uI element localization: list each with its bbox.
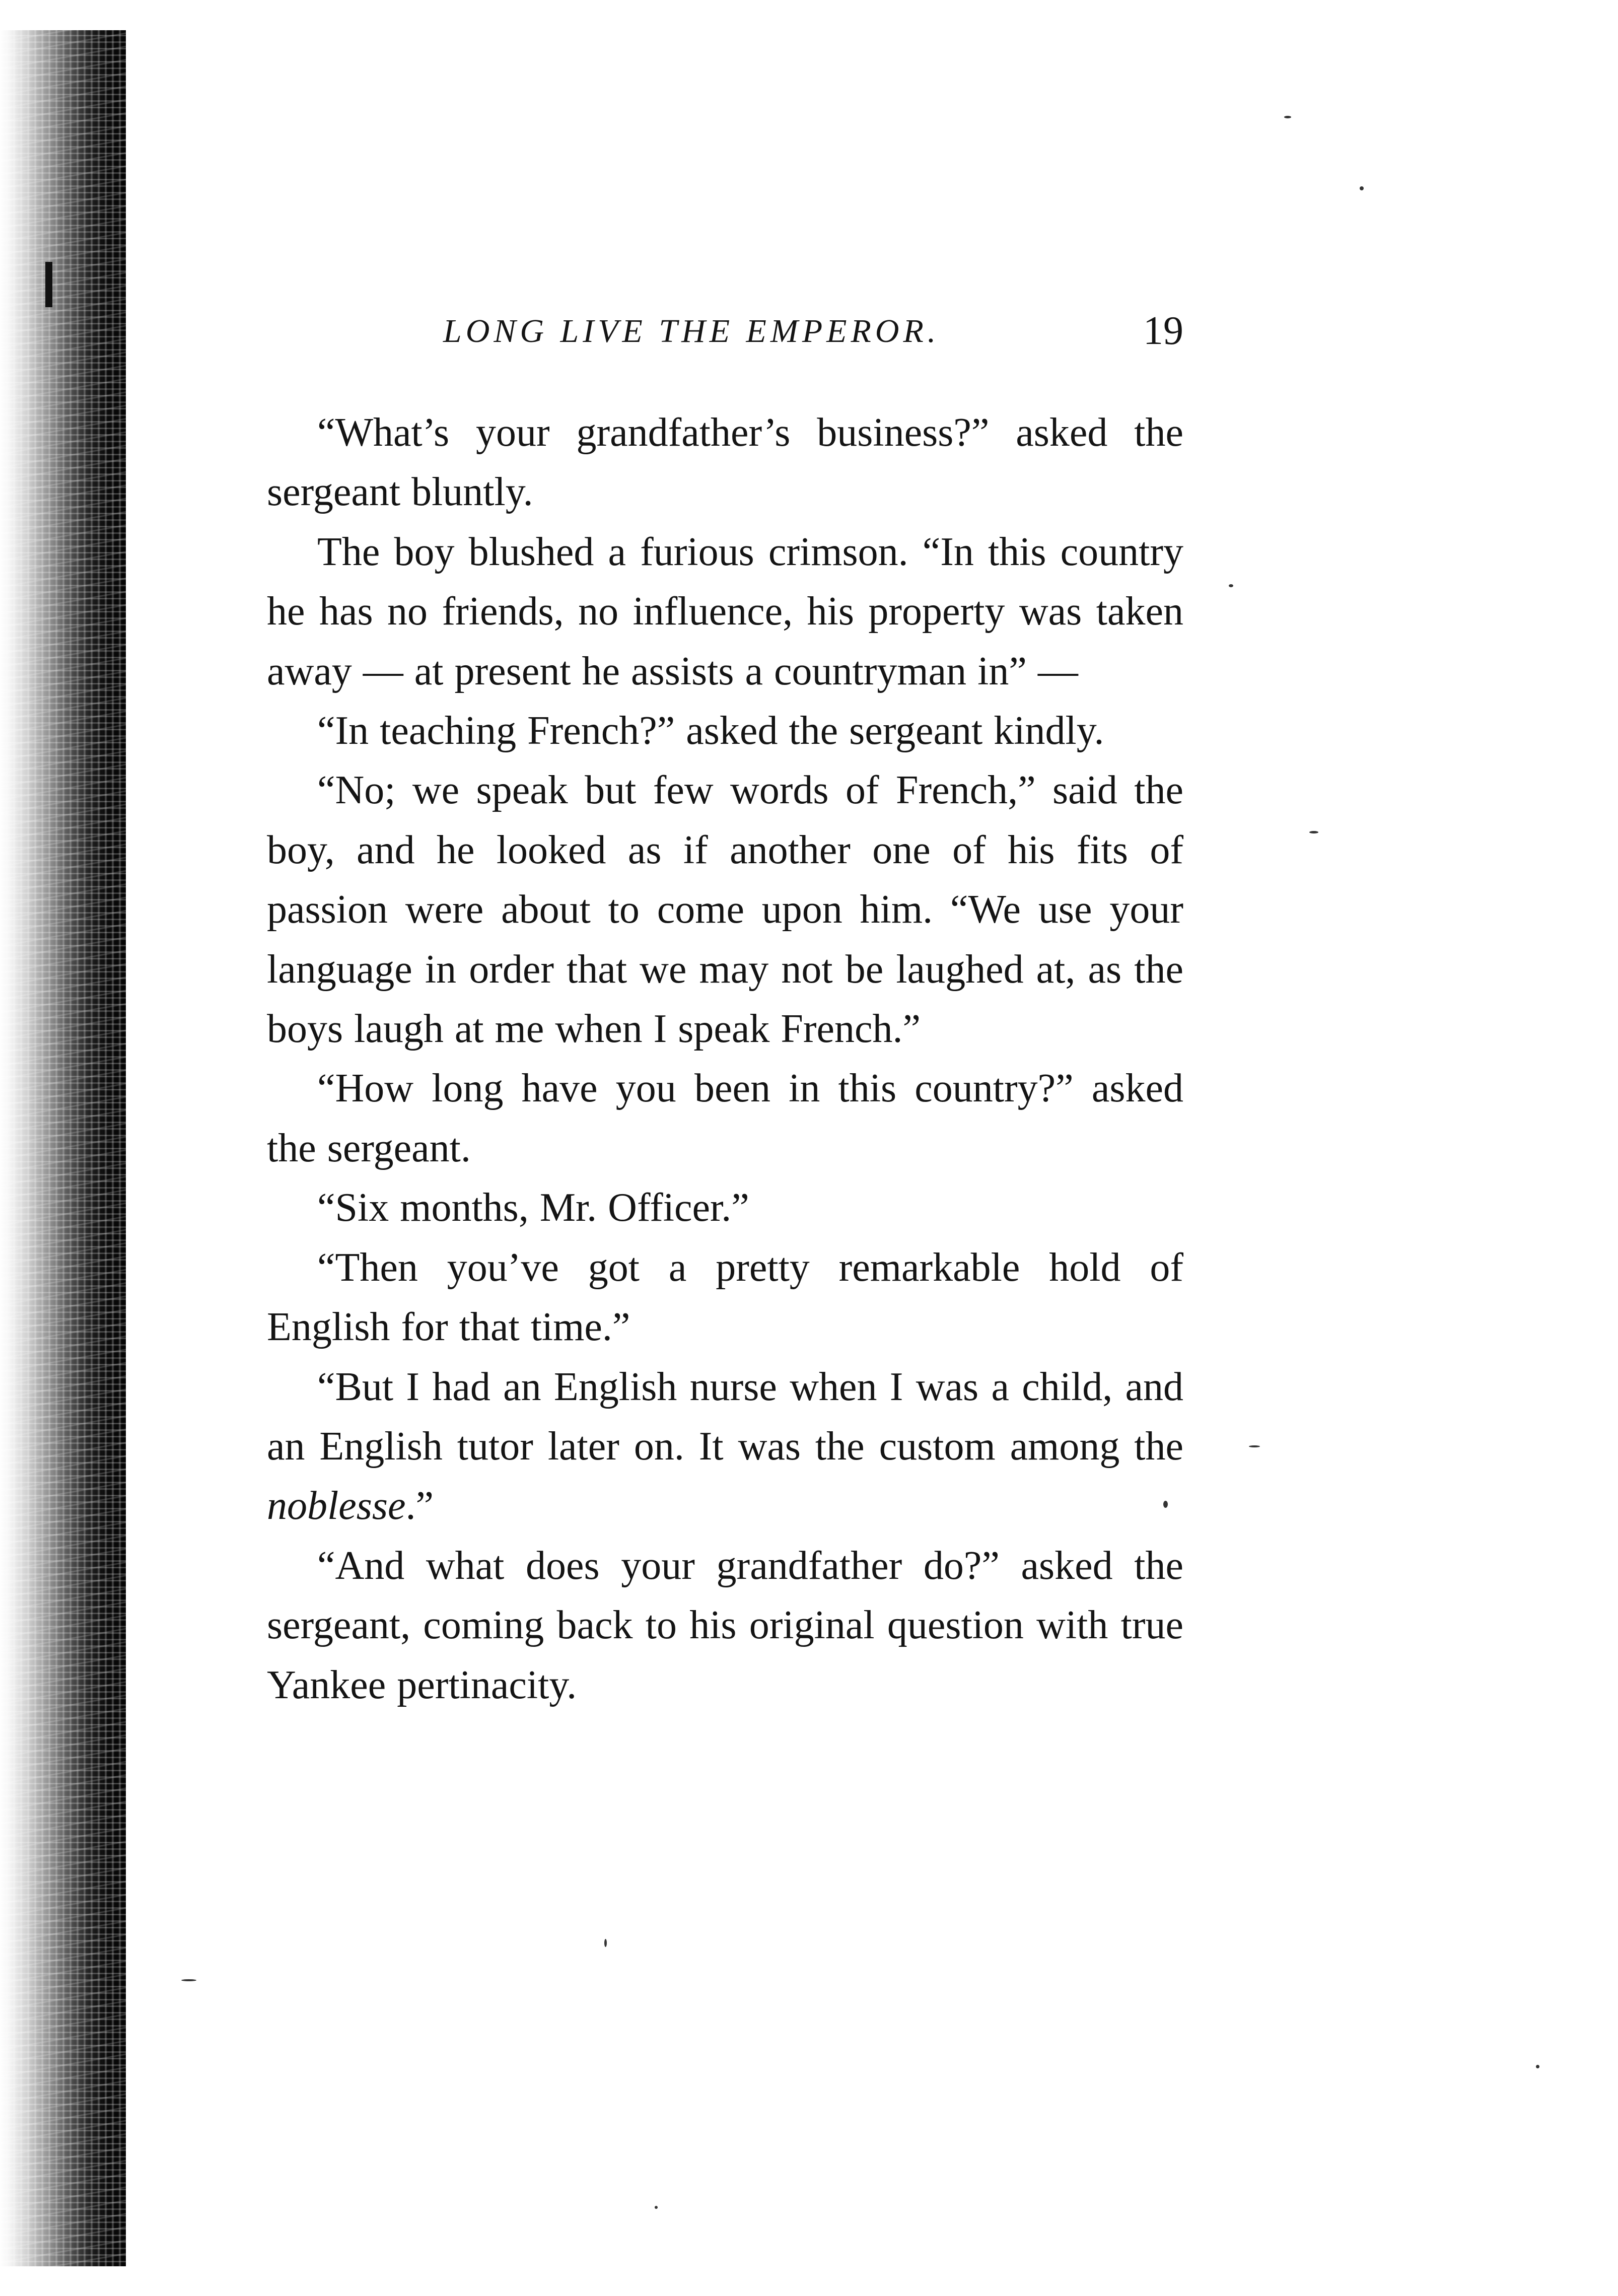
paragraph-text: “Six months, Mr. Officer.”: [317, 1186, 749, 1230]
paragraph-text: “In teaching French?” asked the sergeant kindly.: [317, 709, 1104, 753]
scanned-binding-texture: [0, 30, 126, 2266]
paragraph-text: The boy blushed a furious crimson. “In this country he has no friends, no influence, his property was taken away — at present he assists a countryman in” —: [267, 529, 1183, 693]
scan-speck: [604, 1939, 607, 1947]
scan-speck: [1229, 584, 1233, 587]
page-header: [267, 302, 1183, 358]
paragraph-text: “How long have you been in this country?” asked the sergeant.: [267, 1066, 1183, 1170]
paragraph-text: “No; we speak but few words of French,” said the boy, and he looked as if another one of his fits of passion were about to come upon him. “We use your language in order that we may not be laughed at, as the boys laugh at me when I speak French.”: [267, 768, 1183, 1052]
scan-speck: [1163, 1501, 1168, 1508]
scan-mark: [45, 262, 52, 307]
paragraph: [267, 1357, 1183, 1536]
running-head-title: LONG LIVE THE EMPEROR.: [443, 313, 940, 350]
paragraph-text: “And what does your grandfather do?” asked the sergeant, coming back to his original question with true Yankee pertinacity.: [267, 1543, 1183, 1707]
paragraph-text: “What’s your grandfather’s business?” asked the sergeant bluntly.: [267, 410, 1183, 515]
paragraph: [267, 1059, 1183, 1178]
scan-speck: [655, 2206, 658, 2209]
paragraph: [267, 760, 1183, 1059]
italic-word: noblesse: [267, 1484, 406, 1528]
page-number: 19: [1143, 309, 1183, 353]
scan-speck: [1309, 831, 1318, 833]
paragraph: [267, 1536, 1183, 1715]
paragraph: [267, 1178, 1183, 1237]
paragraph-text: “Then you’ve got a pretty remarkable hold of English for that time.”: [267, 1245, 1183, 1350]
paragraph: [267, 403, 1183, 522]
paragraph-text: “But I had an English nurse when I was a child, and an English tutor later on. It was the custom among the: [267, 1364, 1183, 1469]
scan-speck: [1360, 186, 1364, 190]
scan-speck: [1284, 116, 1291, 118]
paragraph: [267, 522, 1183, 701]
body-text: [267, 403, 1183, 1715]
scan-speck: [1536, 2065, 1539, 2068]
paragraph: [267, 1238, 1183, 1357]
scan-speck: [181, 1979, 196, 1981]
paragraph: [267, 701, 1183, 760]
paragraph-text: .”: [405, 1484, 434, 1528]
scan-speck: [1249, 1445, 1260, 1447]
